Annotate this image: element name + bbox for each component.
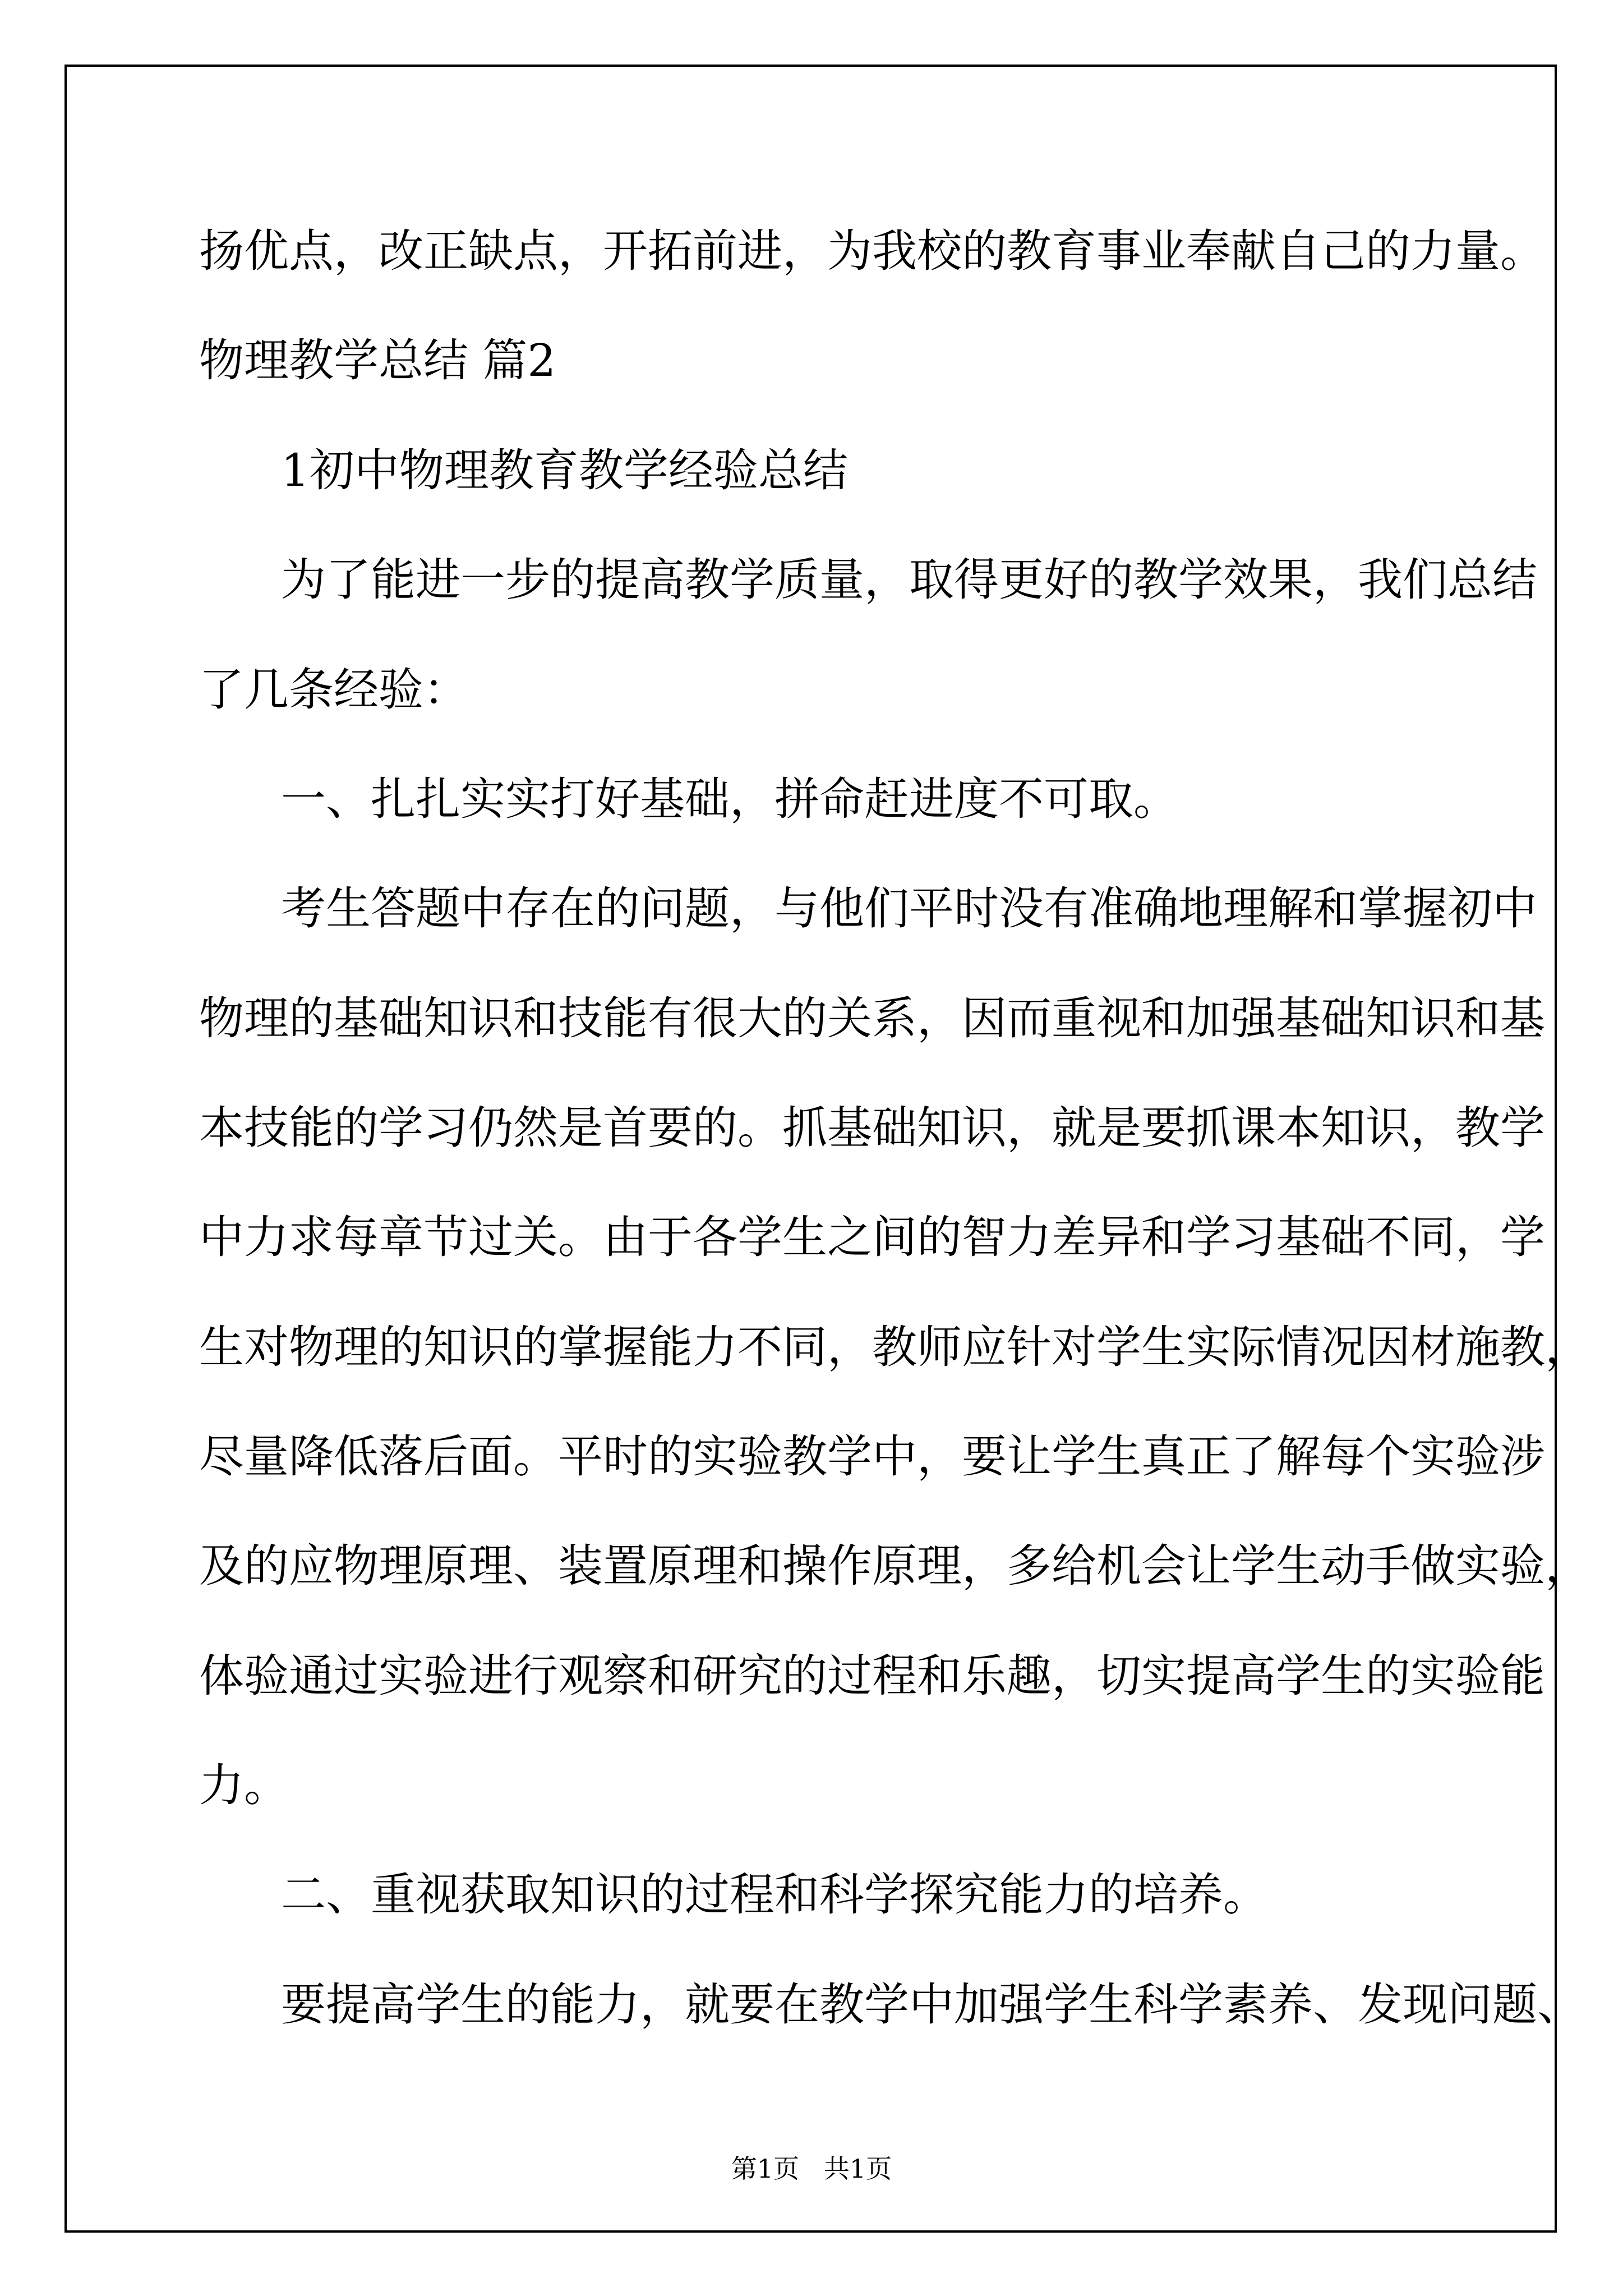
section-heading: 物理教学总结 篇2 [199, 334, 556, 386]
text-line: 中力求每章节过关。由于各学生之间的智力差异和学习基础不同，学 [199, 1211, 1545, 1263]
point-heading: 二、重视获取知识的过程和科学探究能力的培养。 [281, 1869, 1268, 1921]
text-line: 生对物理的知识的掌握能力不同，教师应针对学生实际情况因材施教， [199, 1321, 1590, 1373]
text-line: 考生答题中存在的问题，与他们平时没有准确地理解和掌握初中 [281, 882, 1537, 935]
text-line: 了几条经验： [199, 664, 468, 716]
text-line: 体验通过实验进行观察和研究的过程和乐趣，切实提高学生的实验能 [199, 1650, 1545, 1702]
text-line: 要提高学生的能力，就要在教学中加强学生科学素养、发现问题、 [281, 1978, 1582, 2031]
text-line: 扬优点，改正缺点，开拓前进，为我校的教育事业奉献自己的力量。 [199, 225, 1545, 277]
point-heading: 一、扎扎实实打好基础，拼命赶进度不可取。 [281, 773, 1178, 825]
text-line: 及的应物理原理、装置原理和操作原理，多给机会让学生动手做实验， [199, 1540, 1590, 1592]
text-line: 尽量降低落后面。平时的实验教学中，要让学生真正了解每个实验涉 [199, 1430, 1545, 1483]
text-line: 力。 [199, 1759, 289, 1811]
subheading: 1初中物理教育教学经验总结 [281, 444, 848, 496]
text-line: 本技能的学习仍然是首要的。抓基础知识，就是要抓课本知识，教学 [199, 1102, 1545, 1154]
page-number: 第1页 共1页 [731, 2154, 892, 2184]
text-line: 为了能进一步的提高教学质量，取得更好的教学效果，我们总结 [281, 554, 1537, 606]
text-line: 物理的基础知识和技能有很大的关系，因而重视和加强基础知识和基 [199, 992, 1545, 1045]
